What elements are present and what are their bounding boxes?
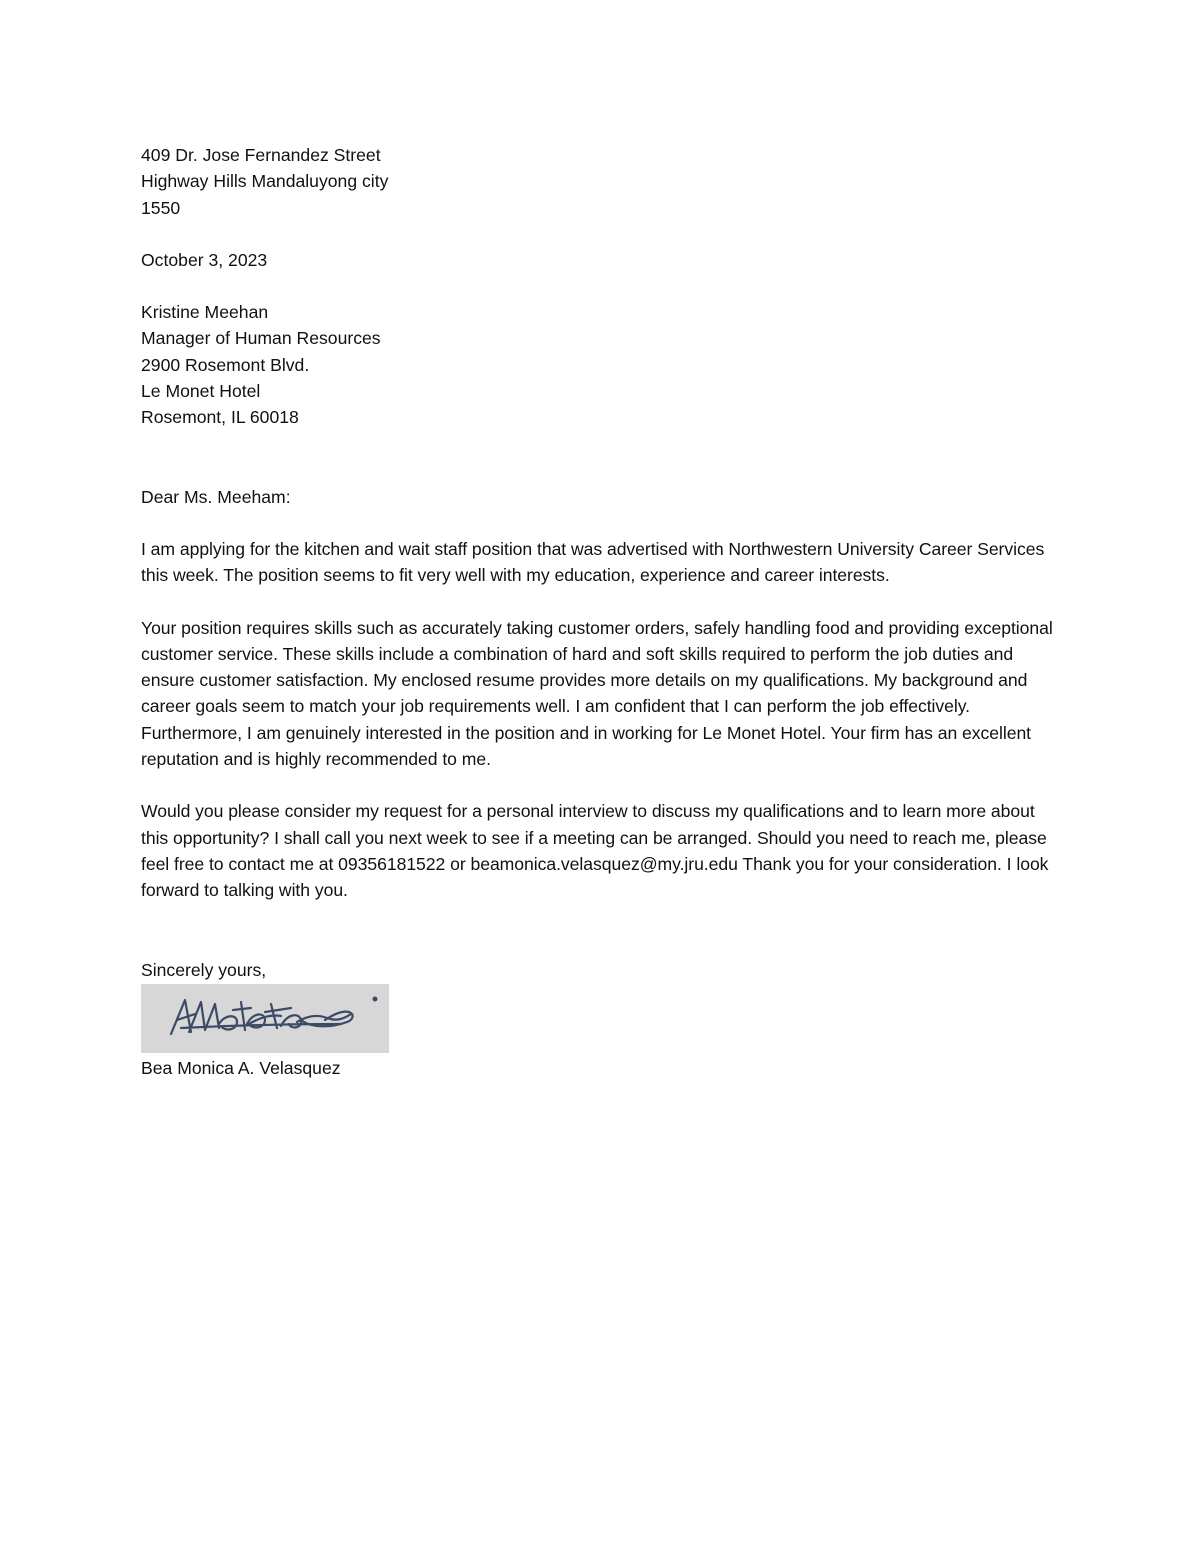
salutation-block: [141, 484, 1056, 510]
sender-street: 409 Dr. Jose Fernandez Street: [141, 145, 381, 165]
letter-date-block: [141, 247, 1056, 273]
salutation: Dear Ms. Meeham:: [141, 486, 291, 507]
closing: Sincerely yours,: [141, 959, 267, 980]
signature-name-block: [141, 1055, 1056, 1081]
recipient-street: 2900 Rosemont Blvd.: [141, 354, 310, 375]
body-paragraph-3: Would you please consider my request for a personal interview to discuss my qualifications and to learn more about this opportunity? I shall call you next week to see if a meeting can be arranged. Should you need to reach me, please feel free to contact me at 09356181522 or beamonica.velasquez@my.jru.edu Thank you for your consideration. I look forward to talking with you.: [141, 801, 1049, 901]
sender-city: Highway Hills Mandaluyong city: [141, 171, 389, 192]
body-paragraph-2: Your position requires skills such as accurately taking customer orders, safely handling food and providing exceptional customer service. These skills include a combination of hard and soft skills required to perform the job duties and ensure customer satisfaction. My enclosed resume provides more details on my qualifications. My background and career goals seem to match your job requirements well. I am confident that I can perform the job effectively. Furthermore, I am genuinely interested in the position and in working for Le Monet Hotel. Your firm has an excellent reputation and is highly recommended to me.: [141, 617, 1053, 770]
letter-date: October 3, 2023: [141, 249, 268, 270]
recipient-address: [141, 299, 1056, 430]
signature-image: [141, 984, 389, 1053]
sender-zip: 1550: [141, 197, 181, 218]
handwritten-signature-icon: [141, 984, 389, 1053]
signature-name: Bea Monica A. Velasquez: [141, 1057, 341, 1078]
recipient-company: Le Monet Hotel: [141, 381, 261, 402]
body-paragraph-1: I am applying for the kitchen and wait staff position that was advertised with Northwestern University Career Services this week. The position seems to fit very well with my education, experience and career interests.: [141, 538, 1045, 586]
recipient-title: Manager of Human Resources: [141, 328, 381, 349]
letter-body: [141, 142, 1056, 1081]
recipient-name: Kristine Meehan: [141, 302, 269, 323]
closing-block: [141, 957, 1056, 983]
sender-address: [141, 142, 1056, 221]
recipient-city: Rosemont, IL 60018: [141, 407, 299, 428]
